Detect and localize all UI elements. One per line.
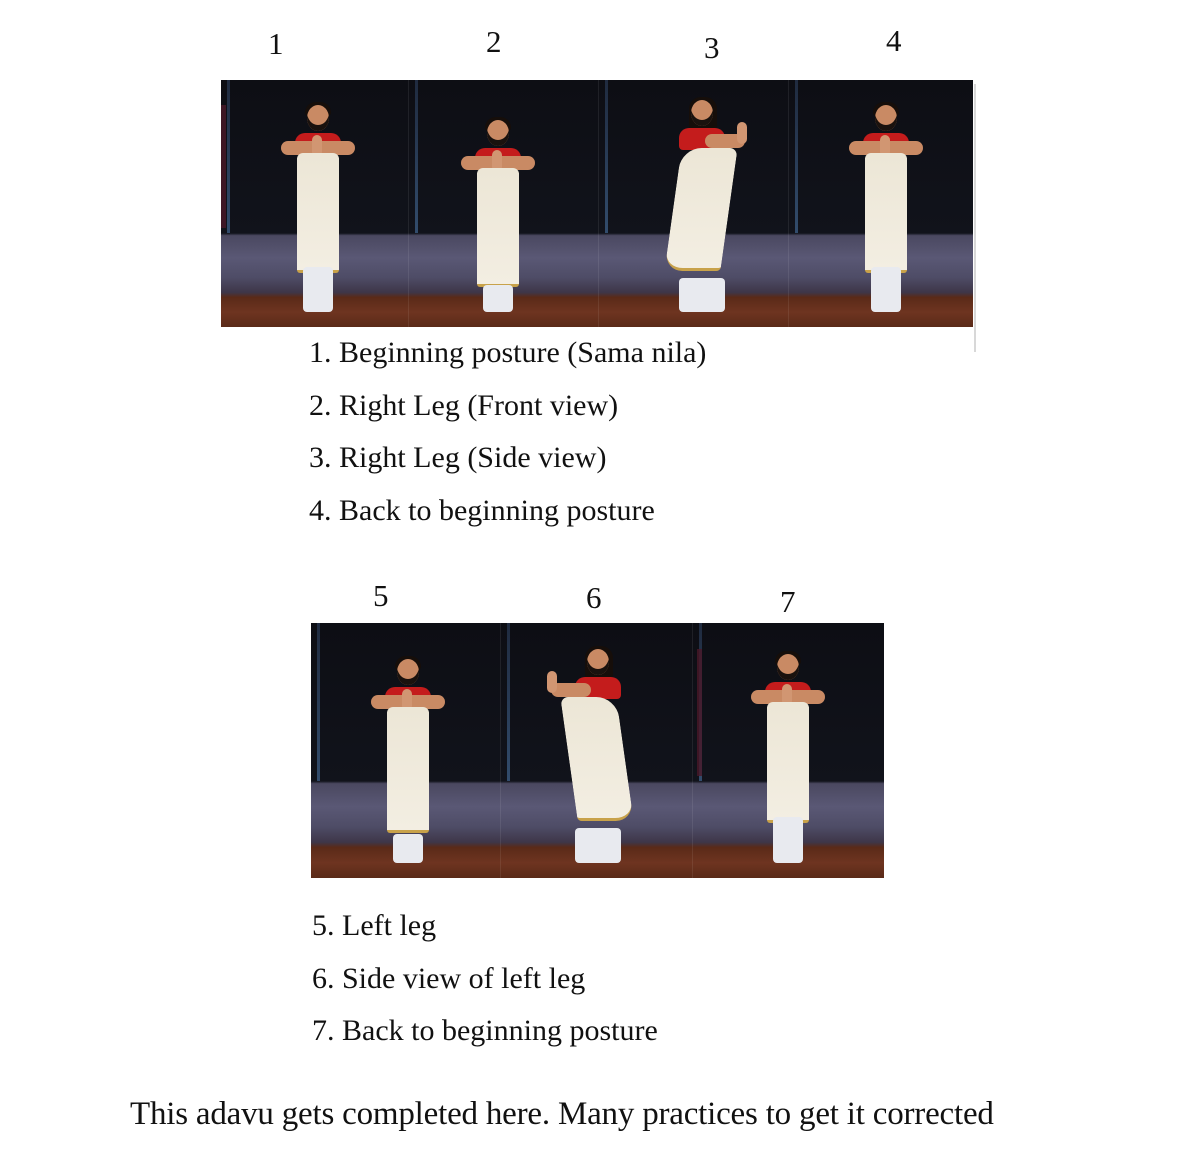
caption-step-5: 5. Left leg [312, 909, 437, 942]
dancer-figure-standing [747, 654, 827, 863]
caption-step-3: 3. Right Leg (Side view) [309, 441, 607, 474]
photo-step-1 [221, 80, 409, 327]
step-number-7: 7 [780, 584, 796, 619]
step-number-2: 2 [486, 24, 502, 59]
caption-step-2: 2. Right Leg (Front view) [309, 388, 619, 422]
step-number-3: 3 [704, 30, 720, 65]
photo-strip-right-leg [221, 80, 973, 327]
caption-step-7: 7. Back to beginning posture [312, 1014, 658, 1047]
photo-step-4 [789, 80, 973, 327]
caption-list-right-leg [309, 327, 706, 537]
caption-step-6: 6. Side view of left leg [312, 961, 586, 995]
completion-note: This adavu gets completed here. Many practices to get it corrected [130, 1096, 994, 1132]
step-number-4: 4 [886, 23, 902, 58]
step-number-1: 1 [268, 26, 284, 61]
dancer-figure-right-leg-side [661, 100, 741, 312]
photo-step-5 [311, 623, 501, 878]
photo-step-3 [599, 80, 789, 327]
caption-step-4: 4. Back to beginning posture [309, 493, 655, 527]
dancer-figure-right-leg-front [457, 120, 537, 313]
photo-step-2 [409, 80, 599, 327]
dancer-figure-standing [277, 105, 357, 312]
strip-edge-line [974, 84, 976, 352]
photo-strip-left-leg [311, 623, 884, 878]
photo-step-6 [501, 623, 693, 878]
step-number-6: 6 [586, 580, 602, 615]
caption-step-1: 1. Beginning posture (Sama nila) [309, 336, 707, 369]
caption-list-left-leg [312, 900, 658, 1058]
dancer-figure-left-leg-side [557, 649, 637, 863]
dancer-figure-standing [845, 105, 925, 312]
photo-step-7 [693, 623, 884, 878]
step-number-5: 5 [373, 578, 389, 613]
dancer-figure-left-leg-front [367, 659, 447, 863]
